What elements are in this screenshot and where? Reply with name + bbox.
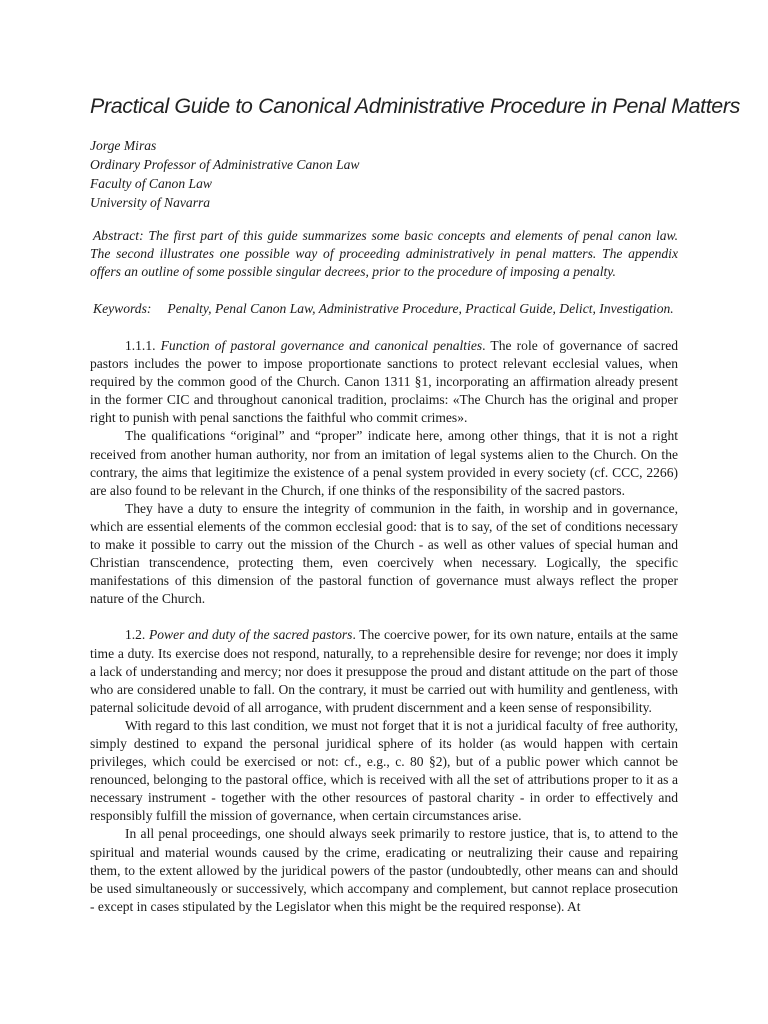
keywords-text: Penalty, Penal Canon Law, Administrative Procedure, Practical Guide, Delict, Investigation. [167, 301, 674, 316]
document-body [90, 337, 678, 916]
section-1-1-1-paragraph-1 [90, 337, 678, 427]
document-title: Practical Guide to Canonical Administrative Procedure in Penal Matters [90, 94, 740, 118]
keywords [90, 300, 678, 318]
section-1-2-text-1: . The coercive power, for its own nature, entails at the same time a duty. Its exercise does not respond, naturally, to a reprehensible desire for revenge; nor does it imply a lack of understanding and mercy; nor does it presuppose the proud and distant attitude on the part of those who are considered unable to fall. On the contrary, it must be carried out with humility and gentleness, with paternal solicitude devoid of all arrogance, with prudent discernment and a keen sense of responsibility. [90, 627, 679, 715]
section-1-1-1-heading: Function of pastoral governance and canonical penalties [160, 338, 483, 353]
author-faculty: Faculty of Canon Law [90, 176, 212, 191]
section-1-1-1-text-1: . The role of governance of sacred pastors includes the power to impose proportionate sanctions to protect relevant ecclesial values, when required by the common good of the Church. Canon 1311 §1, incorporating an affirmation already present in the former CIC and throughout canonical tradition, proclaims: «The Church has the original and proper right to punish with penal sanctions the faithful who commit crimes». [90, 338, 678, 426]
author-position: Ordinary Professor of Administrative Canon Law [90, 157, 360, 172]
section-1-2-paragraph-2: With regard to this last condition, we must not forget that it is not a juridical faculty of free authority, simply destined to expand the personal juridical sphere of its holder (as would happen with certain privileges, which could be exercised or not: cf., e.g., c. 80 §2), but of a public power which cannot be renounced, belonging to the pastoral office, which is received with all the set of attributions proper to it as a necessary instrument - together with the other resources of pastoral charity - in order to effectively and responsibly fulfill the mission of governance, when certain circumstances arise. [90, 717, 678, 824]
section-1-1-1-number: 1.1.1. [125, 338, 156, 353]
author-block [90, 136, 678, 212]
section-1-2-heading: Power and duty of the sacred pastors [148, 627, 353, 643]
section-1-2-paragraph-1 [90, 626, 678, 716]
section-1-2-paragraph-3: In all penal proceedings, one should always seek primarily to restore justice, that is, to attend to the spiritual and material wounds caused by the crime, eradicating or neutralizing their cause and repairing them, to the extent allowed by the juridical powers of the pastor (undoubtedly, other means can and should be used simultaneously or successively, which accompany and complement, but cannot replace prosecution - except in cases stipulated by the Legislator when this might be the required response). At [90, 826, 678, 914]
author-university: University of Navarra [90, 195, 211, 210]
keywords-label: Keywords: [93, 301, 152, 316]
abstract: Abstract: The first part of this guide summarizes some basic concepts and elements of penal canon law. The second illustrates one possible way of proceeding administratively in penal matters. The appendix offers an outline of some possible singular decrees, prior to the procedure of imposing a penalty. [90, 228, 678, 279]
author-name: Jorge Miras [90, 138, 157, 153]
section-1-1-1-paragraph-3: They have a duty to ensure the integrity of communion in the faith, in worship and in governance, which are essential elements of the common ecclesial good: that is to say, of the set of conditions necessary to make it possible to carry out the mission of the Church - as well as other values of special human and Christian transcendence, protecting them, even coercively when necessary. Logically, the specific manifestations of this dimension of the pastoral function of governance must always reflect the proper nature of the Church. [90, 500, 678, 607]
section-1-1-1-paragraph-2: The qualifications “original” and “proper” indicate here, among other things, that it is not a right received from another human authority, nor from an imitation of legal systems alien to the Church. On the contrary, the aims that legitimize the existence of a penal system provided in every society (cf. CCC, 2266) are also found to be relevant in the Church, if one thinks of the responsibility of the sacred pastors. [90, 428, 678, 498]
section-1-2-number: 1.2. [125, 627, 146, 643]
